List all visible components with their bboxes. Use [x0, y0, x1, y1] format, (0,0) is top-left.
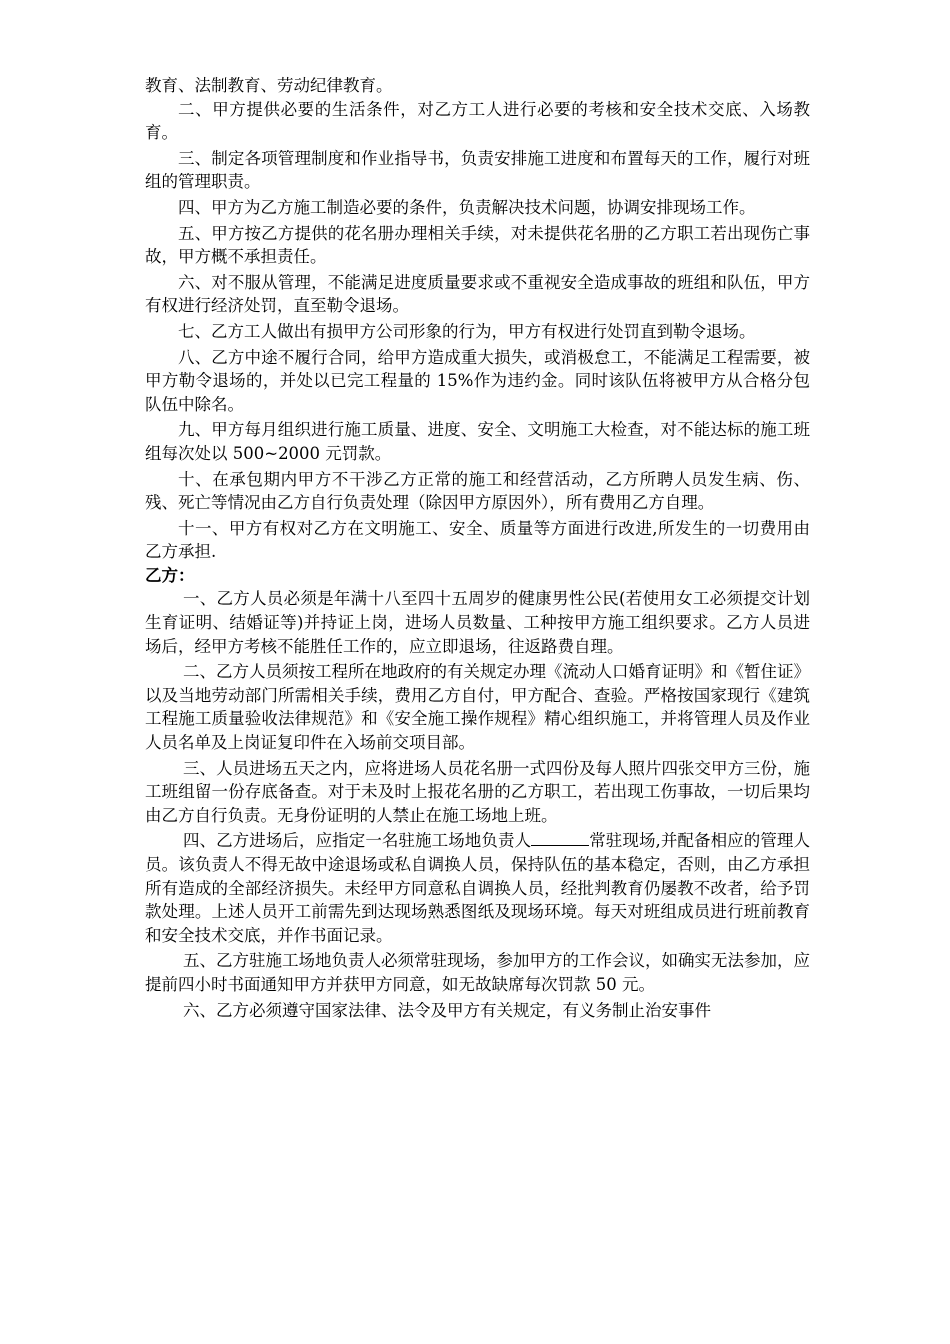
paragraph-continuation: 教育、法制教育、劳动纪律教育。 [145, 76, 393, 95]
clause-a-8: 八、乙方中途不履行合同，给甲方造成重大损失，或消极怠工，不能满足工程需要，被甲方勒令退场的，并处以已完工程量的 15%作为违约金。同时该队伍将被甲方从合格分包队伍中除名。 [145, 347, 810, 414]
clause-b-2: 二、乙方人员须按工程所在地政府的有关规定办理《流动人口婚育证明》和《暂住证》以及当地劳动部门所需相关手续，费用乙方自付，甲方配合、查验。严格按国家现行《建筑工程施工质量验收法律规范》和《安全施工操作规程》精心组织施工，并将管理人员及作业人员名单及上岗证复印件在入场前交项目部。 [145, 662, 810, 753]
clause-b-6: 六、乙方必须遵守国家法律、法令及甲方有关规定，有义务制止治安事件 [182, 1000, 711, 1020]
section-heading-yifang: 乙方： [145, 565, 195, 585]
clause-b-5: 五、乙方驻施工场地负责人必须常驻现场，参加甲方的工作会议，如确实无法参加，应提前四小时书面通知甲方并获甲方同意，如无故缺席每次罚款 50 元。 [145, 951, 810, 994]
clause-b-4-before: 四、乙方进场后，应指定一名驻施工场地负责人 [182, 831, 532, 851]
clause-a-9: 九、甲方每月组织进行施工质量、进度、安全、文明施工大检查，对不能达标的施工班组每次处以 500~2000 元罚款。 [145, 420, 810, 463]
clause-a-2: 二、甲方提供必要的生活条件，对乙方工人进行必要的考核和安全技术交底、入场教育。 [145, 99, 810, 143]
clause-a-4: 四、甲方为乙方施工制造必要的条件，负责解决技术问题，协调安排现场工作。 [178, 197, 756, 217]
clause-a-3: 三、制定各项管理制度和作业指导书，负责安排施工进度和布置每天的工作，履行对班组的管理职责。 [145, 148, 810, 192]
clause-a-6: 六、对不服从管理，不能满足进度质量要求或不重视安全造成事故的班组和队伍，甲方有权进行经济处罚，直至勒令退场。 [145, 272, 810, 316]
clause-b-3: 三、人员进场五天之内，应将进场人员花名册一式四份及每人照片四张交甲方三份，施工班组留一份存底备查。对于未及时上报花名册的乙方职工，若出现工伤事故，一切后果均由乙方自行负责。无身份证明的人禁止在施工场地上班。 [145, 758, 810, 825]
clause-b-4-after: 常驻现场,并配备相应的管理人员。该负责人不得无故中途退场或私自调换人员，保持队伍的基本稳定，否则，由乙方承担所有造成的全部经济损失。未经甲方同意私自调换人员，经批判教育仍屡教不改者，给予罚款处理。上述人员开工前需先到达现场熟悉图纸及现场环境。每天对班组成员进行班前教育和安全技术交底，并作书面记录。 [145, 831, 810, 945]
clause-a-10: 十、在承包期内甲方不干涉乙方正常的施工和经营活动，乙方所聘人员发生病、伤、残、死亡等情况由乙方自行负责处理（除因甲方原因外），所有费用乙方自理。 [145, 469, 810, 513]
clause-a-11: 十一、甲方有权对乙方在文明施工、安全、质量等方面进行改进,所发生的一切费用由乙方承担. [145, 518, 810, 562]
clause-a-5: 五、甲方按乙方提供的花名册办理相关手续，对未提供花名册的乙方职工若出现伤亡事故，甲方概不承担责任。 [145, 223, 810, 267]
responsible-person-blank [531, 831, 589, 846]
clause-b-4 [145, 829, 810, 947]
clause-a-7: 七、乙方工人做出有损甲方公司形象的行为，甲方有权进行处罚直到勒令退场。 [178, 321, 756, 341]
clause-b-1: 一、乙方人员必须是年满十八至四十五周岁的健康男性公民(若使用女工必须提交计划生育证明、结婚证等)并持证上岗，进场人员数量、工种按甲方施工组织要求。乙方人员进场后，经甲方考核不能胜任工作的，应立即退场，往返路费自理。 [145, 589, 810, 656]
